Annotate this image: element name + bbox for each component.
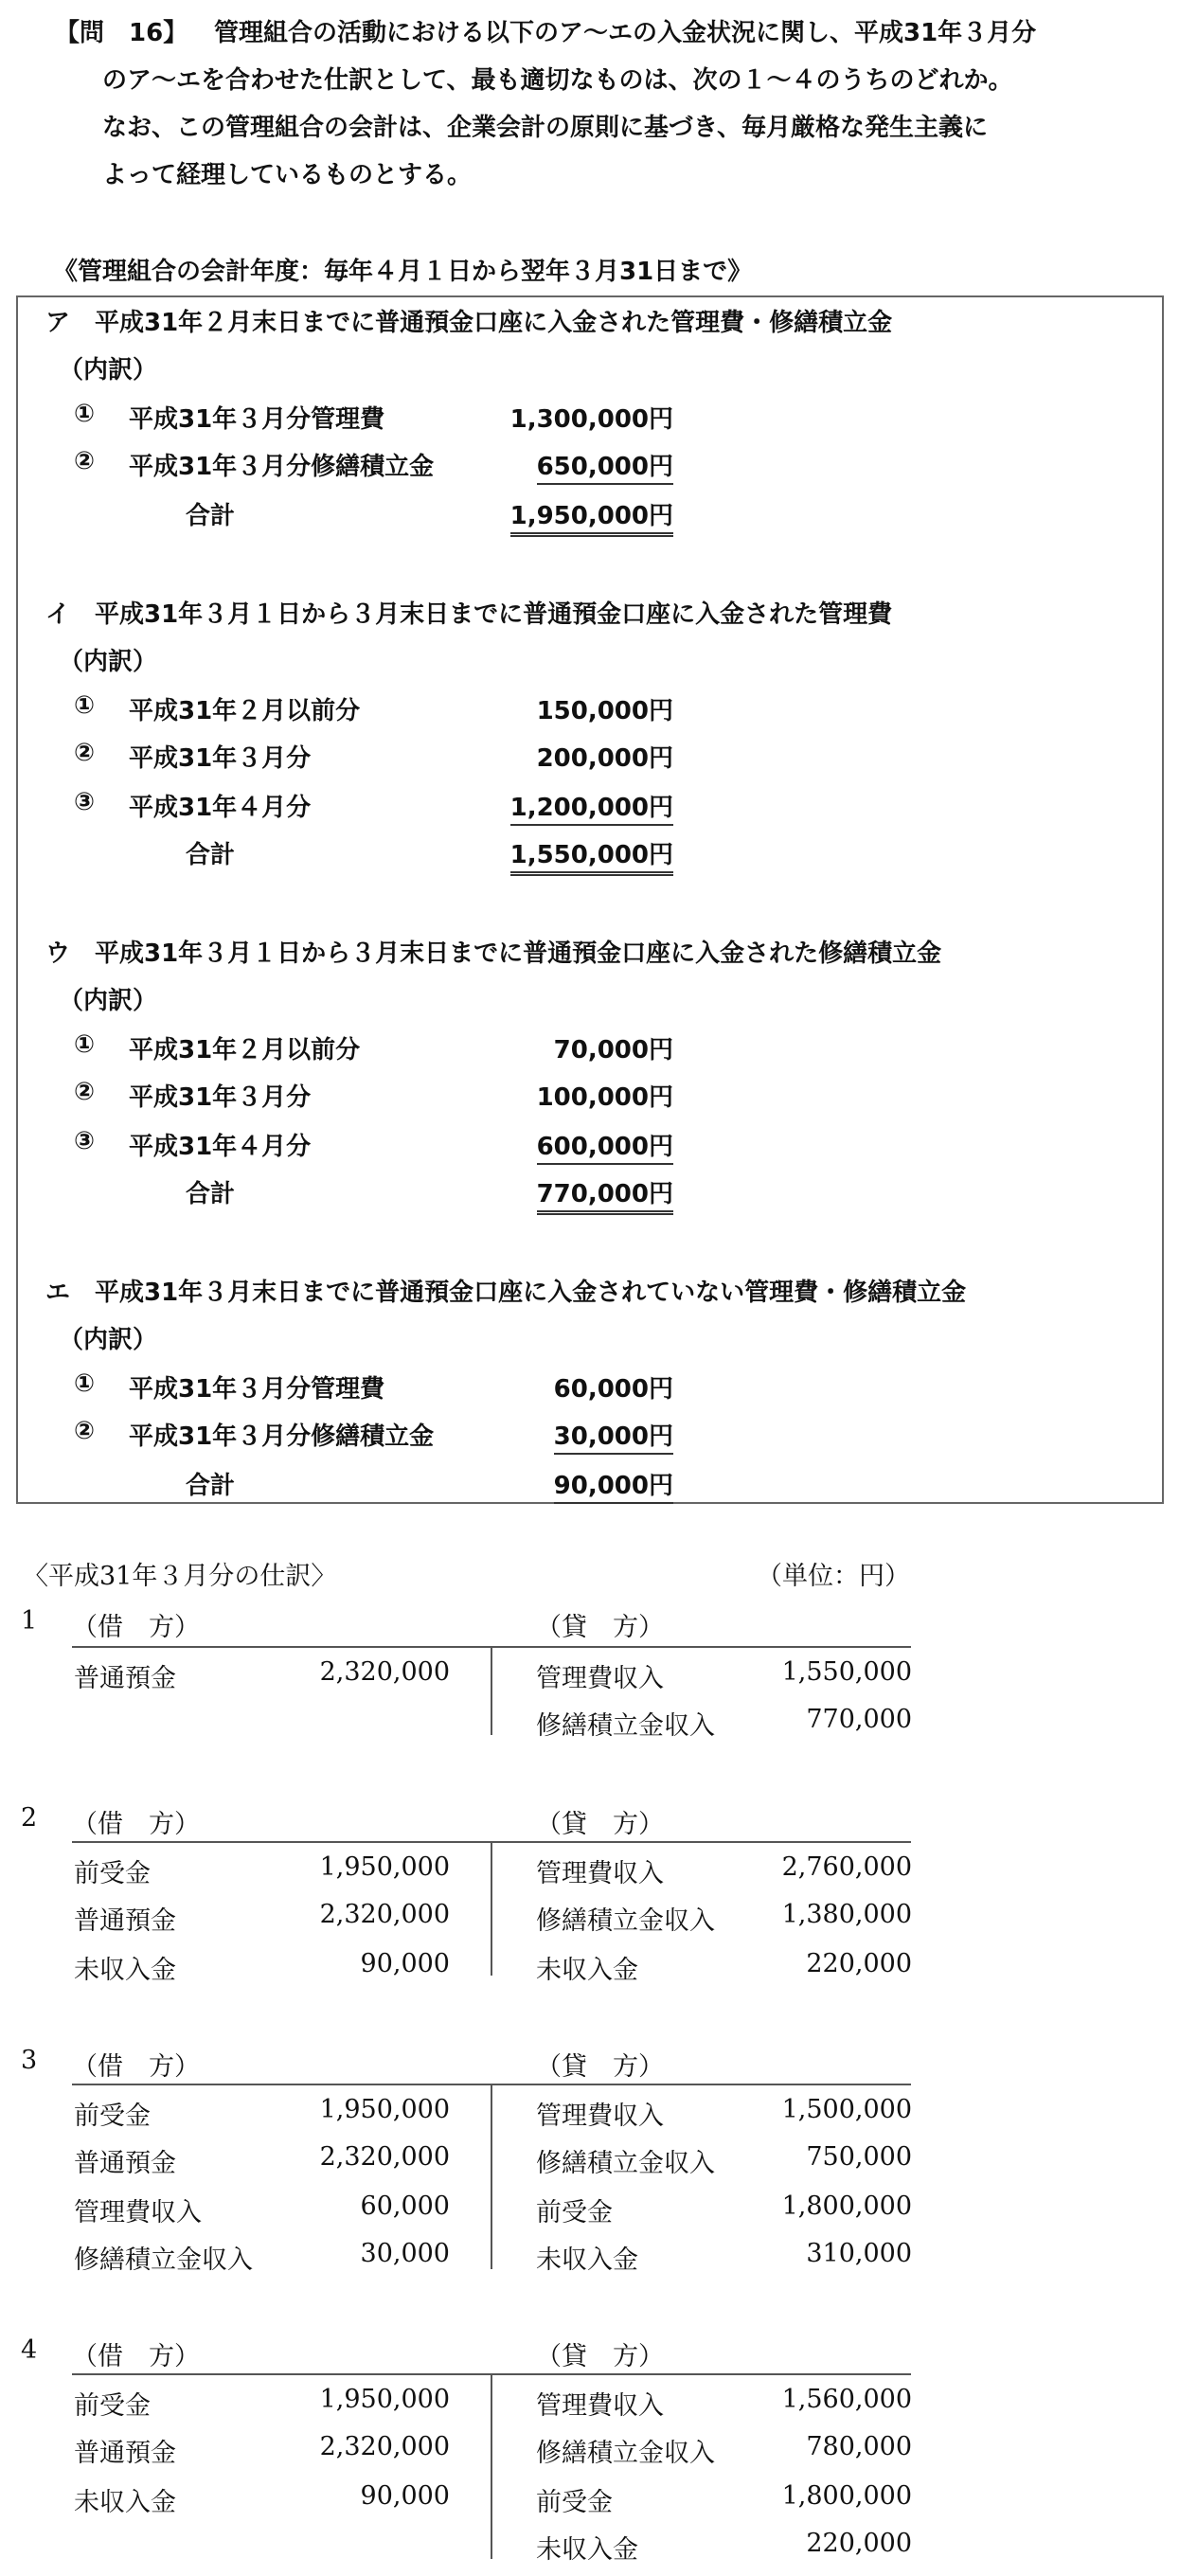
journal-unit: （単位：円） [757,1562,910,1591]
option-4-credit-amount-3: 1,800,000 [781,2481,912,2511]
item-i-row-3-label: 平成31年４月分 [129,794,312,822]
option-2-debit-account-1: 前受金 [74,1859,151,1888]
option-4-credit-amount-1: 1,560,000 [781,2385,912,2414]
option-3-number: 3 [21,2046,38,2075]
item-e-total: 90,000円 [554,1466,673,1504]
item-a-heading: ア 平成31年２月末日までに普通預金口座に入金された管理費・修繕積立金 [45,309,893,337]
item-u-row-3-amount: 600,000円 [537,1127,673,1165]
item-u-total-label: 合計 [186,1180,236,1208]
option-3-debit-amount-2: 2,320,000 [319,2142,450,2172]
question-line-4: よって経理しているものとする。 [102,161,473,189]
item-u-row-2-label: 平成31年３月分 [129,1083,312,1112]
item-u-row-2-amount: 100,000円 [536,1083,673,1112]
option-2-credit-amount-1: 2,760,000 [781,1852,912,1882]
item-u-row-3-mark: ③ [74,1127,96,1155]
item-e-breakdown-label: （内訳） [59,1326,158,1354]
question-line-2: のア〜エを合わせた仕訳として、最も適切なものは、次の１〜４のうちのどれか。 [102,66,1013,95]
option-3-credit-account-2: 修繕積立金収入 [536,2149,715,2178]
item-a-row-2-mark: ② [74,447,96,475]
option-1-debit-amount-1: 2,320,000 [319,1657,450,1687]
option-2-debit-amount-1: 1,950,000 [319,1852,450,1882]
item-u-row-3-label: 平成31年４月分 [129,1133,312,1161]
item-u-total: 770,000円 [537,1174,673,1215]
option-4-debit-header: （借 方） [72,2342,200,2371]
item-e-heading: エ 平成31年３月末日までに普通預金口座に入金されていない管理費・修繕積立金 [45,1279,967,1307]
item-e-total-label: 合計 [186,1472,236,1500]
option-1-credit-amount-2: 770,000 [806,1705,912,1734]
item-a-total: 1,950,000円 [510,496,673,537]
option-4-credit-amount-2: 780,000 [806,2432,912,2461]
option-3-debit-account-4: 修繕積立金収入 [74,2245,253,2275]
item-i-row-1-amount: 150,000円 [536,697,673,725]
item-u-breakdown-label: （内訳） [59,987,158,1015]
question-line-3: なお、この管理組合の会計は、企業会計の原則に基づき、毎月厳格な発生主義に [102,114,988,142]
question-line-1: 管理組合の活動における以下のア〜エの入金状況に関し、平成31年３月分 [214,19,1037,47]
item-i-row-1-mark: ① [74,691,96,720]
option-2-credit-account-3: 未収入金 [536,1956,638,1985]
option-4-credit-account-3: 前受金 [536,2488,613,2517]
option-2-debit-header: （借 方） [72,1810,200,1839]
item-u-row-1-mark: ① [74,1030,96,1059]
option-2-credit-account-2: 修繕積立金収入 [536,1906,715,1936]
option-3-debit-amount-4: 30,000 [360,2239,450,2268]
option-2-credit-account-1: 管理費収入 [536,1859,664,1888]
option-4-debit-amount-1: 1,950,000 [319,2385,450,2414]
fiscal-year-note: 《管理組合の会計年度：毎年４月１日から翌年３月31日まで》 [53,258,753,286]
option-1-debit-account-1: 普通預金 [74,1664,176,1693]
question-number: 【問 16】 [55,19,188,47]
item-e-row-1-amount: 60,000円 [553,1375,673,1404]
option-2-credit-header: （貸 方） [536,1810,664,1839]
item-e-row-1-label: 平成31年３月分管理費 [129,1375,385,1404]
option-3-debit-amount-1: 1,950,000 [319,2095,450,2124]
item-i-total-label: 合計 [186,841,236,869]
option-3-credit-account-1: 管理費収入 [536,2102,664,2131]
item-e-row-2-label: 平成31年３月分修繕積立金 [129,1422,435,1451]
item-i-row-1-label: 平成31年２月以前分 [129,697,361,725]
option-4-credit-account-2: 修繕積立金収入 [536,2439,715,2468]
item-a-row-1-label: 平成31年３月分管理費 [129,405,385,434]
item-i-total: 1,550,000円 [510,835,673,876]
option-3-credit-amount-4: 310,000 [806,2239,912,2268]
option-3-debit-amount-3: 60,000 [360,2191,450,2221]
item-a-row-2-amount: 650,000円 [537,447,673,485]
option-4-credit-account-4: 未収入金 [536,2535,638,2565]
item-i-row-3-mark: ③ [74,788,96,816]
option-4-credit-header: （貸 方） [536,2342,664,2371]
option-1-number: 1 [21,1606,38,1636]
item-a-total-label: 合計 [186,502,236,530]
option-3-debit-header: （借 方） [72,2052,200,2082]
item-u-heading: ウ 平成31年３月１日から３月末日までに普通預金口座に入金された修繕積立金 [45,939,942,968]
option-3-credit-account-4: 未収入金 [536,2245,638,2275]
option-4-debit-amount-2: 2,320,000 [319,2432,450,2461]
option-3-credit-amount-2: 750,000 [806,2142,912,2172]
option-4-credit-amount-4: 220,000 [806,2529,912,2558]
item-a-row-1-amount: 1,300,000円 [509,405,673,434]
option-2-number: 2 [21,1803,38,1833]
option-2-credit-amount-3: 220,000 [806,1949,912,1978]
option-3-debit-account-3: 管理費収入 [74,2198,202,2227]
option-1-credit-amount-1: 1,550,000 [781,1657,912,1687]
option-2-debit-amount-3: 90,000 [360,1949,450,1978]
item-e-row-1-mark: ① [74,1369,96,1398]
item-u-row-1-amount: 70,000円 [553,1036,673,1064]
item-a-breakdown-label: （内訳） [59,356,158,385]
option-1-credit-header: （貸 方） [536,1613,664,1642]
item-a-row-1-mark: ① [74,400,96,428]
option-2-debit-account-3: 未収入金 [74,1956,176,1985]
option-2-debit-amount-2: 2,320,000 [319,1900,450,1929]
item-u-row-1-label: 平成31年２月以前分 [129,1036,361,1064]
item-i-row-2-amount: 200,000円 [536,744,673,773]
option-2-credit-amount-2: 1,380,000 [781,1900,912,1929]
item-i-row-2-label: 平成31年３月分 [129,744,312,773]
item-e-row-2-mark: ② [74,1417,96,1445]
option-3-credit-account-3: 前受金 [536,2198,613,2227]
option-3-credit-amount-3: 1,800,000 [781,2191,912,2221]
option-4-debit-account-3: 未収入金 [74,2488,176,2517]
option-4-number: 4 [21,2335,38,2365]
option-4-credit-account-1: 管理費収入 [536,2391,664,2421]
item-i-row-3-amount: 1,200,000円 [510,788,673,826]
option-3-debit-account-2: 普通預金 [74,2149,176,2178]
journal-title: 〈平成31年３月分の仕訳〉 [23,1562,337,1591]
option-2-debit-account-2: 普通預金 [74,1906,176,1936]
option-1-credit-account-1: 管理費収入 [536,1664,664,1693]
item-i-heading: イ 平成31年３月１日から３月末日までに普通預金口座に入金された管理費 [45,600,893,629]
option-3-debit-account-1: 前受金 [74,2102,151,2131]
option-3-credit-header: （貸 方） [536,2052,664,2082]
item-e-row-2-amount: 30,000円 [554,1417,673,1455]
item-i-breakdown-label: （内訳） [59,648,158,676]
option-4-debit-account-1: 前受金 [74,2391,151,2421]
option-4-debit-amount-3: 90,000 [360,2481,450,2511]
option-3-credit-amount-1: 1,500,000 [781,2095,912,2124]
option-4-debit-account-2: 普通預金 [74,2439,176,2468]
item-a-row-2-label: 平成31年３月分修繕積立金 [129,453,435,481]
item-u-row-2-mark: ② [74,1078,96,1106]
option-1-debit-header: （借 方） [72,1613,200,1642]
item-i-row-2-mark: ② [74,739,96,767]
option-1-credit-account-2: 修繕積立金収入 [536,1711,715,1741]
